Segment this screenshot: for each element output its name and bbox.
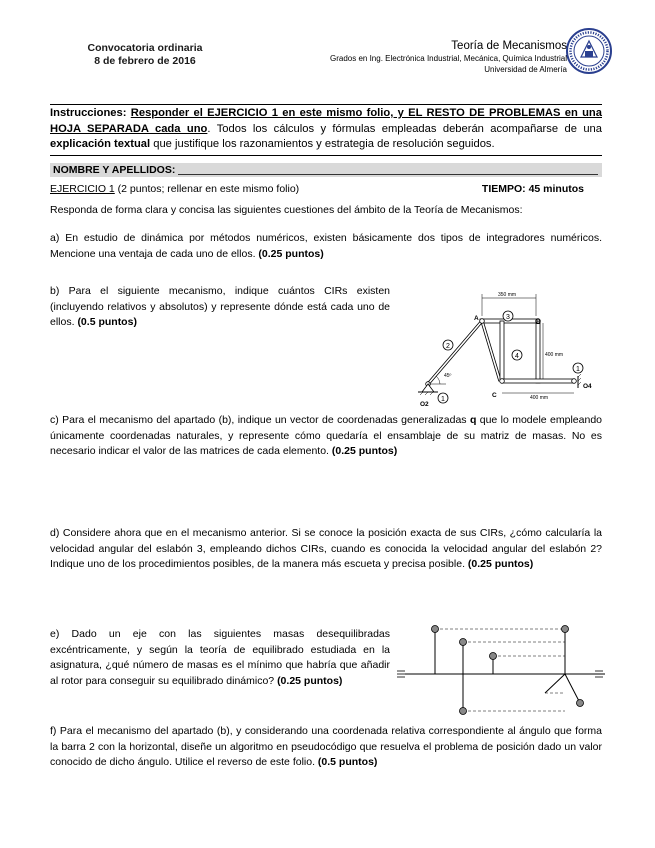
time-limit: TIEMPO: 45 minutos [481, 183, 584, 195]
question-c-text2: que lo modele empleando únicamente coordenadas naturales, y represente cómo quedaría el ensamblaje de su matriz de masas. No es necesario indicar el valor de las matrices de cada elemento. [50, 414, 602, 457]
university-seal-icon [565, 27, 613, 75]
question-a-text: a) En estudio de dinámica por métodos numéricos, existen básicamente dos tipos de integradores numéricos. Mencione una ventaja de cada uno de ellos. [50, 232, 602, 260]
question-c-q: q [469, 414, 477, 426]
angle-label: 45º [444, 373, 452, 379]
exam-date: 8 de febrero de 2016 [94, 55, 196, 67]
course-header [330, 39, 567, 75]
exam-session [50, 42, 240, 68]
degrees-line: Grados en Ing. Electrónica Industrial, Mecánica, Química Industrial [330, 54, 567, 63]
name-line [178, 174, 598, 175]
mass-5 [562, 626, 569, 633]
question-b-text: b) Para el siguiente mecanismo, indique cuántos CIRs existen (incluyendo relativos y absolutos) y represente dónde está cada uno de ellos. [50, 285, 390, 328]
mass-3 [490, 653, 497, 660]
university-name: Universidad de Almería [484, 65, 567, 74]
name-field[interactable] [50, 163, 602, 177]
instructions-label: Instrucciones: [50, 107, 127, 119]
question-b [50, 284, 390, 331]
exercise-intro: Responda de forma clara y concisa las siguientes cuestiones del ámbito de la Teoría de Mecanismos: [50, 204, 523, 216]
question-d-text: d) Considere ahora que en el mecanismo anterior. Si se conoce la posición exacta de sus CIRs, ¿cómo calcularía la velocidad angular del eslabón 3, empleando dichos CIRs, cuando es conocida la velocidad angular del eslabón 2? Indique uno de los procedimientos posibles, de la manera más escueta y precisa posible. [50, 527, 602, 570]
convocatoria-label: Convocatoria ordinaria [87, 42, 203, 54]
question-a-points: (0.25 puntos) [258, 247, 324, 260]
instructions-main: Responder el EJERCICIO 1 en este mismo folio, y EL RESTO DE PROBLEMAS en una HOJA SEPARADA cada uno [50, 107, 602, 135]
dim-bottom-label: 400 mm [530, 395, 549, 401]
question-c-points: (0.25 puntos) [331, 445, 398, 457]
point-o2-label: O2 [420, 401, 429, 408]
mass-4 [460, 708, 467, 715]
mass-1 [432, 626, 439, 633]
point-b-label: B [536, 319, 541, 326]
rotor-diagram [395, 615, 610, 715]
exercise-heading [50, 183, 299, 195]
rule-bottom [50, 155, 602, 156]
dim-right-label: 400 mm [545, 352, 564, 358]
mechanism-diagram [400, 288, 610, 410]
mass-6 [577, 700, 584, 707]
link-2-label: 2 [446, 343, 450, 350]
question-e [50, 627, 390, 689]
course-title: Teoría de Mecanismos [451, 40, 567, 52]
mass-2 [460, 639, 467, 646]
dim-top-label: 350 mm [498, 292, 517, 298]
link-1-label: 1 [441, 396, 445, 403]
question-e-points: (0.25 puntos) [277, 674, 343, 687]
point-a-label: A [474, 315, 479, 322]
instructions-text1: . Todos los cálculos y fórmulas empleadas deberán acompañarse de una [207, 122, 602, 135]
link-3-label: 3 [506, 314, 510, 321]
link-4-label: 4 [515, 353, 519, 360]
name-label: NOMBRE Y APELLIDOS: [53, 164, 176, 176]
link-1b-label: 1 [576, 366, 580, 373]
question-b-points: (0.5 puntos) [77, 316, 137, 328]
exercise-subtitle: (2 puntos; rellenar en este mismo folio) [114, 183, 300, 195]
question-c-text1: c) Para el mecanismo del apartado (b), indique un vector de coordenadas generalizadas [50, 414, 470, 426]
question-f-points: (0.5 puntos) [317, 756, 378, 768]
question-c [50, 413, 602, 460]
question-a [50, 231, 602, 262]
question-e-text: e) Dado un eje con las siguientes masas desequilibradas excéntricamente, y según la teoría de equilibrado estudiada en la asignatura, ¿qué número de masas es el mínimo que habría que añadir al rotor para conseguir su equilibrado dinámico? [50, 628, 390, 687]
question-f-text: f) Para el mecanismo del apartado (b), y considerando una coordenada relativa correspondiente al ángulo que forma la barra 2 con la horizontal, diseñe un algoritmo en pseudocódigo que resuelva el problema de posición dado un valor conocido de dicho ángulo. Utilice el reverso de este folio. [50, 725, 602, 768]
instructions-block [50, 106, 602, 153]
point-c-label: C [492, 392, 497, 399]
point-o4-label: O4 [583, 383, 592, 390]
rule-top [50, 104, 602, 105]
question-d-points: (0.25 puntos) [467, 558, 534, 570]
instructions-text2: que justifique los razonamientos y estrategia de resolución seguidos. [150, 138, 495, 150]
exercise-title: EJERCICIO 1 [50, 183, 115, 195]
question-d [50, 526, 602, 573]
instructions-emphasis: explicación textual [50, 138, 151, 150]
question-f [50, 724, 602, 771]
